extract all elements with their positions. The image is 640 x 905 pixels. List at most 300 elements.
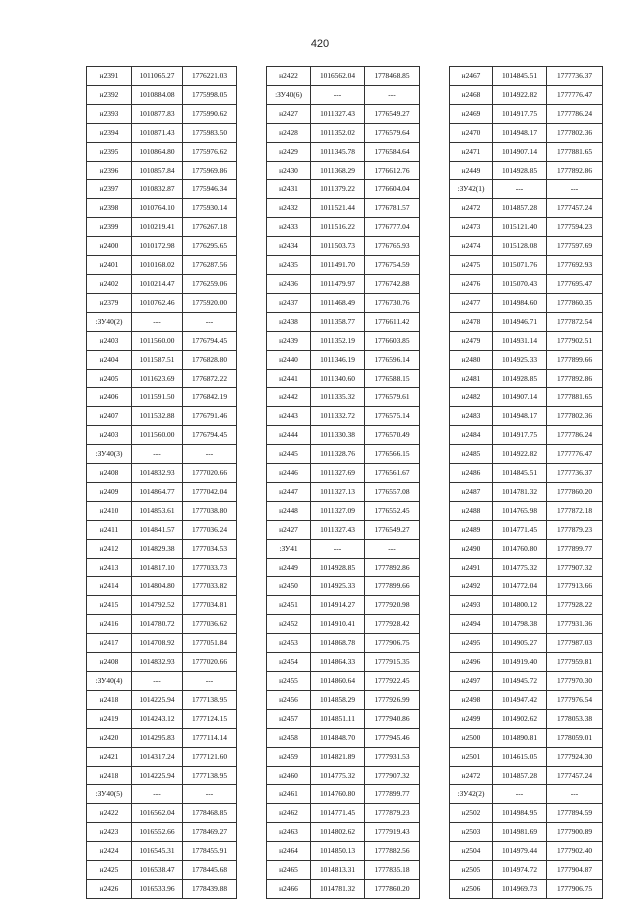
point-id-cell: н2436	[267, 274, 311, 293]
x-coordinate-cell: 1014760.80	[493, 539, 547, 558]
table-row	[450, 274, 603, 293]
table-row	[450, 67, 603, 86]
table-row	[87, 785, 237, 804]
table-row	[267, 747, 420, 766]
table-row	[450, 653, 603, 672]
y-coordinate-cell: 1778455.91	[183, 842, 237, 861]
table-row	[87, 690, 237, 709]
point-id-cell: н2469	[450, 104, 493, 123]
point-id-cell: н2487	[450, 482, 493, 501]
y-coordinate-cell: 1777892.86	[547, 161, 603, 180]
table-row	[267, 464, 420, 483]
table-row	[267, 823, 420, 842]
y-coordinate-cell: 1777902.40	[547, 842, 603, 861]
x-coordinate-cell: 1014890.81	[493, 728, 547, 747]
point-id-cell: н2445	[267, 445, 311, 464]
y-coordinate-cell: 1777872.18	[547, 501, 603, 520]
y-coordinate-cell: 1776872.22	[183, 369, 237, 388]
table-row	[267, 293, 420, 312]
table-row	[267, 785, 420, 804]
y-coordinate-cell: ---	[365, 85, 420, 104]
y-coordinate-cell: 1775946.34	[183, 180, 237, 199]
x-coordinate-cell: 1014979.44	[493, 842, 547, 861]
y-coordinate-cell: 1777928.42	[365, 615, 420, 634]
point-id-cell: н2472	[450, 766, 493, 785]
table-row	[450, 237, 603, 256]
table-row	[87, 464, 237, 483]
table-row	[450, 331, 603, 350]
table-row	[267, 482, 420, 501]
x-coordinate-cell: 1014832.93	[132, 653, 183, 672]
x-coordinate-cell: 1011335.32	[311, 388, 365, 407]
y-coordinate-cell: 1777879.23	[365, 804, 420, 823]
point-id-cell: н2455	[267, 672, 311, 691]
point-id-cell: н2409	[87, 482, 132, 501]
table-row	[87, 67, 237, 86]
y-coordinate-cell: 1778439.88	[183, 879, 237, 898]
point-id-cell: н2484	[450, 426, 493, 445]
y-coordinate-cell: 1777033.82	[183, 577, 237, 596]
y-coordinate-cell: 1777138.95	[183, 766, 237, 785]
point-id-cell: н2432	[267, 199, 311, 218]
x-coordinate-cell: 1010214.47	[132, 274, 183, 293]
point-id-cell: н2453	[267, 634, 311, 653]
point-id-cell: н2461	[267, 785, 311, 804]
x-coordinate-cell: 1014853.61	[132, 501, 183, 520]
table-row	[450, 861, 603, 880]
y-coordinate-cell: 1777736.37	[547, 67, 603, 86]
x-coordinate-cell: 1014832.93	[132, 464, 183, 483]
table-row	[450, 842, 603, 861]
table-row	[267, 388, 420, 407]
point-id-cell: н2495	[450, 634, 493, 653]
table-row	[267, 558, 420, 577]
x-coordinate-cell: 1014800.12	[493, 596, 547, 615]
point-id-cell: н2462	[267, 804, 311, 823]
x-coordinate-cell: 1010168.02	[132, 256, 183, 275]
table-row	[267, 445, 420, 464]
table-row	[450, 823, 603, 842]
point-id-cell: :ЗУ40(5)	[87, 785, 132, 804]
x-coordinate-cell: 1010762.46	[132, 293, 183, 312]
point-id-cell: н2396	[87, 161, 132, 180]
x-coordinate-cell: ---	[311, 539, 365, 558]
x-coordinate-cell: 1014817.10	[132, 558, 183, 577]
x-coordinate-cell: 1011503.73	[311, 237, 365, 256]
point-id-cell: н2481	[450, 369, 493, 388]
x-coordinate-cell: ---	[132, 785, 183, 804]
x-coordinate-cell: 1011532.88	[132, 407, 183, 426]
table-row	[87, 237, 237, 256]
y-coordinate-cell: 1776579.61	[365, 388, 420, 407]
table-row	[450, 407, 603, 426]
y-coordinate-cell: 1776575.14	[365, 407, 420, 426]
table-row	[267, 67, 420, 86]
y-coordinate-cell: 1776791.46	[183, 407, 237, 426]
point-id-cell: :ЗУ41	[267, 539, 311, 558]
point-id-cell: н2466	[267, 879, 311, 898]
table-row	[450, 445, 603, 464]
table-row	[450, 85, 603, 104]
table-row	[87, 369, 237, 388]
y-coordinate-cell: 1777881.65	[547, 142, 603, 161]
point-id-cell: н2440	[267, 350, 311, 369]
x-coordinate-cell: 1011327.69	[311, 464, 365, 483]
x-coordinate-cell: 1011379.22	[311, 180, 365, 199]
point-id-cell: н2468	[450, 85, 493, 104]
table-row	[450, 577, 603, 596]
x-coordinate-cell: 1014864.77	[132, 482, 183, 501]
y-coordinate-cell: 1777945.46	[365, 728, 420, 747]
table-row	[450, 520, 603, 539]
x-coordinate-cell: 1011332.72	[311, 407, 365, 426]
x-coordinate-cell: 1014928.85	[493, 369, 547, 388]
point-id-cell: н2399	[87, 218, 132, 237]
x-coordinate-cell: 1014615.05	[493, 747, 547, 766]
table-row	[267, 766, 420, 785]
x-coordinate-cell: 1014845.51	[493, 464, 547, 483]
x-coordinate-cell: 1014860.64	[311, 672, 365, 691]
x-coordinate-cell: 1014850.13	[311, 842, 365, 861]
y-coordinate-cell: 1777597.69	[547, 237, 603, 256]
x-coordinate-cell: 1014931.14	[493, 331, 547, 350]
point-id-cell: :ЗУ42(1)	[450, 180, 493, 199]
x-coordinate-cell: 1014772.04	[493, 577, 547, 596]
point-id-cell: н2402	[87, 274, 132, 293]
y-coordinate-cell: 1777902.51	[547, 331, 603, 350]
point-id-cell: н2439	[267, 331, 311, 350]
point-id-cell: н2463	[267, 823, 311, 842]
y-coordinate-cell: 1776557.08	[365, 482, 420, 501]
point-id-cell: :ЗУ42(2)	[450, 785, 493, 804]
y-coordinate-cell: 1777695.47	[547, 274, 603, 293]
x-coordinate-cell: 1014225.94	[132, 690, 183, 709]
point-id-cell: н2419	[87, 709, 132, 728]
table-row	[267, 615, 420, 634]
table-row	[267, 369, 420, 388]
x-coordinate-cell: 1011516.22	[311, 218, 365, 237]
table-row	[267, 180, 420, 199]
point-id-cell: н2438	[267, 312, 311, 331]
y-coordinate-cell: 1776754.59	[365, 256, 420, 275]
x-coordinate-cell: 1011340.60	[311, 369, 365, 388]
x-coordinate-cell: 1011560.00	[132, 426, 183, 445]
table-row	[450, 180, 603, 199]
x-coordinate-cell: 1014821.89	[311, 747, 365, 766]
x-coordinate-cell: 1014947.42	[493, 690, 547, 709]
point-id-cell: н2450	[267, 577, 311, 596]
table-row	[450, 690, 603, 709]
point-id-cell: н2407	[87, 407, 132, 426]
x-coordinate-cell: 1011327.43	[311, 520, 365, 539]
table-row	[87, 615, 237, 634]
x-coordinate-cell: 1014798.38	[493, 615, 547, 634]
point-id-cell: н2470	[450, 123, 493, 142]
table-row	[87, 577, 237, 596]
table-row	[450, 785, 603, 804]
table-row	[87, 256, 237, 275]
point-id-cell: н2476	[450, 274, 493, 293]
point-id-cell: н2408	[87, 464, 132, 483]
page-number: 420	[310, 38, 330, 50]
table-row	[87, 180, 237, 199]
point-id-cell: н2448	[267, 501, 311, 520]
table-row	[267, 804, 420, 823]
y-coordinate-cell: 1777904.87	[547, 861, 603, 880]
y-coordinate-cell: 1777051.84	[183, 634, 237, 653]
table-row	[450, 634, 603, 653]
point-id-cell: н2489	[450, 520, 493, 539]
point-id-cell: н2401	[87, 256, 132, 275]
y-coordinate-cell: 1776579.64	[365, 123, 420, 142]
table-row	[87, 331, 237, 350]
table-row	[267, 501, 420, 520]
x-coordinate-cell: 1011065.27	[132, 67, 183, 86]
x-coordinate-cell: 1011591.50	[132, 388, 183, 407]
x-coordinate-cell: ---	[311, 85, 365, 104]
y-coordinate-cell: 1775920.00	[183, 293, 237, 312]
point-id-cell: н2501	[450, 747, 493, 766]
point-id-cell: н2449	[267, 558, 311, 577]
x-coordinate-cell: 1014948.17	[493, 407, 547, 426]
point-id-cell: н2447	[267, 482, 311, 501]
x-coordinate-cell: 1011479.97	[311, 274, 365, 293]
y-coordinate-cell: 1777922.45	[365, 672, 420, 691]
y-coordinate-cell: 1777879.23	[547, 520, 603, 539]
point-id-cell: н2465	[267, 861, 311, 880]
point-id-cell: н2431	[267, 180, 311, 199]
y-coordinate-cell: 1777594.23	[547, 218, 603, 237]
y-coordinate-cell: 1775998.05	[183, 85, 237, 104]
table-row	[87, 539, 237, 558]
y-coordinate-cell: 1777033.73	[183, 558, 237, 577]
y-coordinate-cell: 1775969.86	[183, 161, 237, 180]
x-coordinate-cell: 1014775.32	[493, 558, 547, 577]
point-id-cell: н2417	[87, 634, 132, 653]
x-coordinate-cell: 1016562.04	[311, 67, 365, 86]
table-row	[450, 388, 603, 407]
point-id-cell: н2404	[87, 350, 132, 369]
x-coordinate-cell: 1011358.77	[311, 312, 365, 331]
y-coordinate-cell: 1777987.03	[547, 634, 603, 653]
y-coordinate-cell: 1777900.89	[547, 823, 603, 842]
table-row	[450, 672, 603, 691]
y-coordinate-cell: 1776842.19	[183, 388, 237, 407]
x-coordinate-cell: 1014917.75	[493, 104, 547, 123]
point-id-cell: н2499	[450, 709, 493, 728]
x-coordinate-cell: 1014969.73	[493, 879, 547, 898]
y-coordinate-cell: 1775983.50	[183, 123, 237, 142]
table-row	[450, 501, 603, 520]
table-row	[450, 539, 603, 558]
table-row	[267, 237, 420, 256]
table-row	[87, 293, 237, 312]
x-coordinate-cell: 1014765.98	[493, 501, 547, 520]
table-row	[87, 558, 237, 577]
y-coordinate-cell: 1777872.54	[547, 312, 603, 331]
y-coordinate-cell: 1776777.04	[365, 218, 420, 237]
x-coordinate-cell: ---	[132, 672, 183, 691]
table-row	[87, 123, 237, 142]
x-coordinate-cell: 1011352.19	[311, 331, 365, 350]
table-row	[87, 199, 237, 218]
table-row	[87, 85, 237, 104]
coordinates-table-middle	[266, 66, 420, 899]
x-coordinate-cell: 1011368.29	[311, 161, 365, 180]
y-coordinate-cell: 1776221.03	[183, 67, 237, 86]
x-coordinate-cell: 1016533.96	[132, 879, 183, 898]
x-coordinate-cell: 1014857.28	[493, 766, 547, 785]
point-id-cell: н2483	[450, 407, 493, 426]
x-coordinate-cell: 1014907.14	[493, 388, 547, 407]
point-id-cell: н2505	[450, 861, 493, 880]
y-coordinate-cell: 1776794.45	[183, 426, 237, 445]
y-coordinate-cell: ---	[183, 445, 237, 464]
y-coordinate-cell: 1777114.14	[183, 728, 237, 747]
x-coordinate-cell: 1014905.27	[493, 634, 547, 653]
table-row	[450, 142, 603, 161]
x-coordinate-cell: 1010219.41	[132, 218, 183, 237]
point-id-cell: н2393	[87, 104, 132, 123]
x-coordinate-cell: 1014914.27	[311, 596, 365, 615]
y-coordinate-cell: 1777906.75	[365, 634, 420, 653]
x-coordinate-cell: 1010884.08	[132, 85, 183, 104]
table-row	[87, 672, 237, 691]
y-coordinate-cell: 1778469.27	[183, 823, 237, 842]
x-coordinate-cell: 1011468.49	[311, 293, 365, 312]
point-id-cell: н2413	[87, 558, 132, 577]
x-coordinate-cell: 1016552.66	[132, 823, 183, 842]
point-id-cell: н2429	[267, 142, 311, 161]
x-coordinate-cell: 1010864.80	[132, 142, 183, 161]
point-id-cell: н2414	[87, 577, 132, 596]
point-id-cell: н2430	[267, 161, 311, 180]
y-coordinate-cell: 1777860.20	[547, 482, 603, 501]
table-row	[87, 766, 237, 785]
x-coordinate-cell: 1016562.04	[132, 804, 183, 823]
point-id-cell: н2400	[87, 237, 132, 256]
point-id-cell: н2493	[450, 596, 493, 615]
x-coordinate-cell: 1014780.72	[132, 615, 183, 634]
y-coordinate-cell: 1777920.98	[365, 596, 420, 615]
point-id-cell: н2471	[450, 142, 493, 161]
table-row	[267, 653, 420, 672]
point-id-cell: :ЗУ40(3)	[87, 445, 132, 464]
point-id-cell: н2392	[87, 85, 132, 104]
table-row	[450, 161, 603, 180]
point-id-cell: н2496	[450, 653, 493, 672]
point-id-cell: н2394	[87, 123, 132, 142]
x-coordinate-cell: 1011587.51	[132, 350, 183, 369]
table-row	[87, 350, 237, 369]
y-coordinate-cell: 1777882.56	[365, 842, 420, 861]
y-coordinate-cell: 1776287.56	[183, 256, 237, 275]
y-coordinate-cell: 1777124.15	[183, 709, 237, 728]
point-id-cell: н2408	[87, 653, 132, 672]
point-id-cell: н2485	[450, 445, 493, 464]
x-coordinate-cell: 1015071.76	[493, 256, 547, 275]
table-row	[267, 142, 420, 161]
y-coordinate-cell: 1777892.86	[547, 369, 603, 388]
x-coordinate-cell: 1014984.95	[493, 804, 547, 823]
point-id-cell: н2464	[267, 842, 311, 861]
point-id-cell: н2416	[87, 615, 132, 634]
y-coordinate-cell: 1777976.54	[547, 690, 603, 709]
y-coordinate-cell: 1777940.86	[365, 709, 420, 728]
table-row	[267, 199, 420, 218]
x-coordinate-cell: ---	[132, 312, 183, 331]
y-coordinate-cell: 1776781.57	[365, 199, 420, 218]
point-id-cell: н2497	[450, 672, 493, 691]
point-id-cell: н2459	[267, 747, 311, 766]
table-row	[450, 312, 603, 331]
point-id-cell: н2482	[450, 388, 493, 407]
x-coordinate-cell: 1014925.33	[493, 350, 547, 369]
x-coordinate-cell: 1016538.47	[132, 861, 183, 880]
y-coordinate-cell: 1777036.24	[183, 520, 237, 539]
y-coordinate-cell: 1777034.53	[183, 539, 237, 558]
point-id-cell: н2391	[87, 67, 132, 86]
point-id-cell: н2405	[87, 369, 132, 388]
table-row	[267, 596, 420, 615]
x-coordinate-cell: 1011345.78	[311, 142, 365, 161]
table-row	[267, 842, 420, 861]
x-coordinate-cell: 1015070.43	[493, 274, 547, 293]
y-coordinate-cell: 1777736.37	[547, 464, 603, 483]
table-row	[267, 274, 420, 293]
y-coordinate-cell: 1777034.81	[183, 596, 237, 615]
x-coordinate-cell: 1014813.31	[311, 861, 365, 880]
table-row	[450, 596, 603, 615]
table-row	[450, 728, 603, 747]
table-row	[267, 539, 420, 558]
y-coordinate-cell: 1776730.76	[365, 293, 420, 312]
point-id-cell: н2415	[87, 596, 132, 615]
y-coordinate-cell: 1777899.66	[547, 350, 603, 369]
point-id-cell: н2428	[267, 123, 311, 142]
point-id-cell: н2435	[267, 256, 311, 275]
y-coordinate-cell: 1777959.81	[547, 653, 603, 672]
y-coordinate-cell: 1777121.60	[183, 747, 237, 766]
coordinates-table-right	[449, 66, 603, 899]
point-id-cell: н2403	[87, 331, 132, 350]
point-id-cell: н2479	[450, 331, 493, 350]
point-id-cell: :ЗУ40(2)	[87, 312, 132, 331]
x-coordinate-cell: 1014922.82	[493, 445, 547, 464]
x-coordinate-cell: 1010871.43	[132, 123, 183, 142]
point-id-cell: н2472	[450, 199, 493, 218]
y-coordinate-cell: 1777802.36	[547, 407, 603, 426]
x-coordinate-cell: 1014851.11	[311, 709, 365, 728]
table-row	[87, 596, 237, 615]
table-row	[267, 709, 420, 728]
x-coordinate-cell: 1011346.19	[311, 350, 365, 369]
x-coordinate-cell: 1014804.80	[132, 577, 183, 596]
y-coordinate-cell: 1776612.76	[365, 161, 420, 180]
y-coordinate-cell: 1776603.85	[365, 331, 420, 350]
point-id-cell: н2422	[87, 804, 132, 823]
table-row	[87, 634, 237, 653]
point-id-cell: н2491	[450, 558, 493, 577]
table-row	[450, 426, 603, 445]
x-coordinate-cell: ---	[493, 180, 547, 199]
table-row	[87, 142, 237, 161]
x-coordinate-cell: 1014919.40	[493, 653, 547, 672]
y-coordinate-cell: 1778468.85	[183, 804, 237, 823]
table-row	[450, 199, 603, 218]
x-coordinate-cell: 1010877.83	[132, 104, 183, 123]
point-id-cell: н2498	[450, 690, 493, 709]
